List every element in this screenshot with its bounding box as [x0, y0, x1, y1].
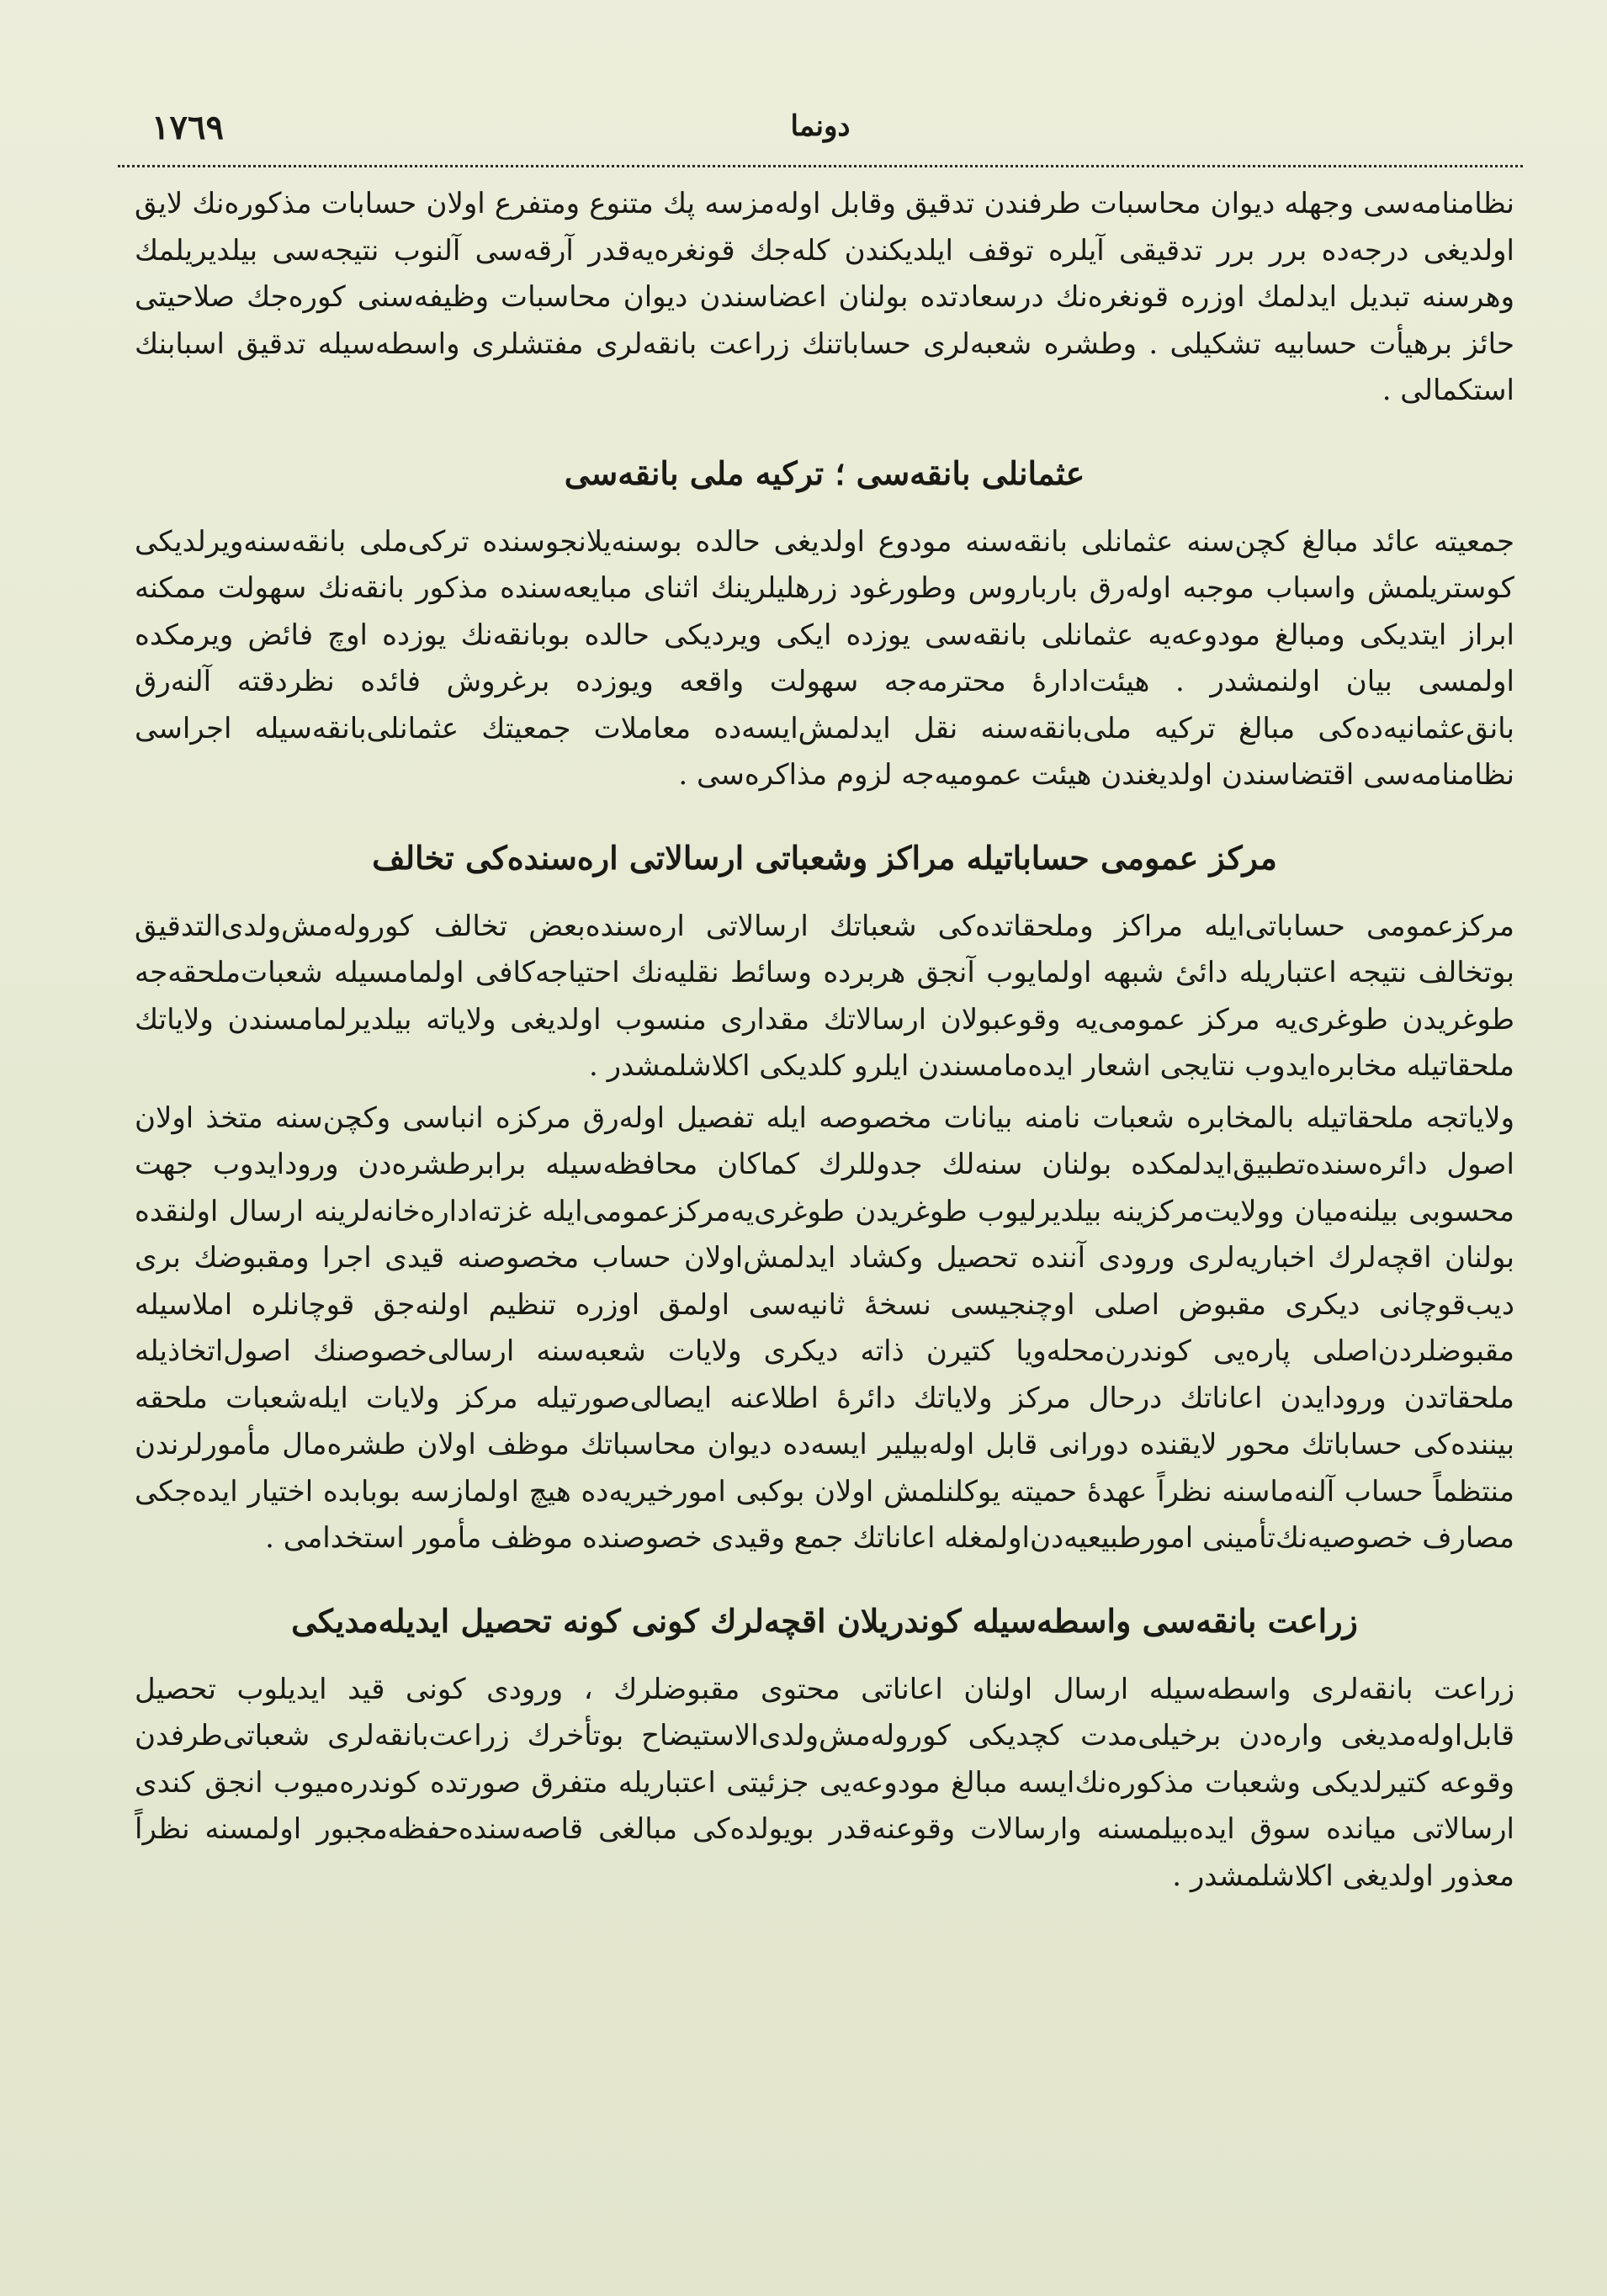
body-paragraph: ولایاتجه ملحقاتیله بالمخابره شعبات نامنه بیانات مخصوصه ایله تفصیل اوله‌رق مرکزه انباسی وکچن‌سنه متخذ اولان اصول دائره‌سنده‌تطبیق‌ایدلمکده بولنان سنه‌لك جدوللرك کماکان محافظه‌سیله برابرطشره‌دن ورودایدوب جهت محسوبی بیلنه‌میان وولایت‌مرکزینه بیلدیرلیوب طوغریدن طوغری‌یه‌مرکزعمومی‌ایله غزته‌اداره‌خانه‌لرینه ارسال اولنقده بولنان اقچه‌لرك اخباریه‌لری ورودی آننده تحصیل وکشاد ایدلمش‌اولان حساب مخصوصنه قیدی اجرا ومقبوضك بری دیب‌قوچانی دیکری مقبوض اصلی اوچنجیسی نسخهٔ ثانیه‌سی اولمق اوزره تنظیم اولنه‌جق قوچانلره املاسیله مقبوضلردن‌اصلی پاره‌یی کوندرن‌محله‌ویا کتیرن ذاته دیکری ولایات شعبه‌سنه ارسالی‌خصوصنك اصول‌اتخاذیله ملحقاتدن ورودایدن اعاناتك درحال مرکز ولایاتك دائرهٔ اطلاعنه ایصالی‌صورتیله مرکز ولایات ایله‌شعبات ملحقه بیننده‌کی حساباتك محور لایقنده دورانی قابل اوله‌بیلیر ایسه‌ده دیوان محاسباتك موظف اولان طشره‌مال مأمورلرندن منتظماً حساب آلنه‌ماسنه نظراً عهدهٔ حمیته یوکلنلمش اولان بوکبی امورخیریه‌ده هیچ اولمازسه بوبابده اختیار ایده‌جکی مصارف خصوصیه‌نك‌تأمینی امورطبیعیه‌دن‌اولمغله اعاناتك جمع وقیدی خصوصنده موظف مأمور استخدامی . [135, 1100, 1514, 1555]
header-divider [118, 165, 1523, 167]
page-header [118, 101, 1523, 168]
body-paragraph: جمعیته عائد مبالغ کچن‌سنه عثمانلی بانقه‌سنه مودوع اولدیغی حالده بوسنه‌یلانجوسنده ترکی‌ملی بانقه‌سنه‌ویرلدیکی کوستریلمش واسباب موجبه اوله‌رق بارباروس وطورغود زرهلیلرینك اثنای مبایعه‌سنده مذکور بانقه‌نك سهولت ممکنه ابراز ایتدیکی ومبالغ مودوعه‌یه عثمانلی بانقه‌سی یوزده ایکی ویردیکی حالده بوبانقه‌نك یوزده اوچ فائض ویرمکده اولمسی بیان اولنمشدر . هیئت‌ادارهٔ محترمه‌جه سهولت واقعه ویوزده برغروش فائده نظردقته آلنه‌رق بانق‌عثمانیه‌ده‌کی مبالغ ترکیه ملی‌بانقه‌سنه نقل ایدلمش‌ایسه‌ده معاملات جمعیتك عثمانلی‌بانقه‌سیله اجراسی نظامنامه‌سی اقتضاسندن اولدیغندن هیئت عمومیه‌جه لزوم مذاکره‌سی . [135, 524, 1514, 792]
section-heading: زراعت بانقه‌سی واسطه‌سیله کوندریلان اقچه‌لرك کونی کونه تحصیل ایدیله‌مدیکی [291, 1601, 1358, 1640]
body-paragraph: زراعت بانقه‌لری واسطه‌سیله ارسال اولنان اعاناتی محتوی مقبوضلرك ، ورودی کونی قید ایدیلوب تحصیل قابل‌اوله‌مدیغی واره‌دن برخیلی‌مدت کچدیکی کوروله‌مش‌ولدی‌الاستیضاح بوتأخرك زراعت‌بانقه‌لری شعباتی‌طرفدن وقوعه کتیرلدیکی وشعبات مذکوره‌نك‌ایسه مبالغ مودوعه‌یی جزئیتی اعتباریله متفرق صورتده کوندره‌میوب انجق کندی ارسالاتی میانده سوق ایده‌بیلمسنه وارسالات وقوعنه‌قدر بویولده‌کی مبالغی قاصه‌سنده‌حفظه‌مجبور اولمسنه نظراً معذور اولدیغی اکلاشلمشدر . [135, 1672, 1514, 1893]
section-heading: عثمانلی بانقه‌سی ؛ ترکیه ملی بانقه‌سی [564, 453, 1085, 492]
document-body [135, 181, 1514, 1900]
page-number: ١٧٦٩ [151, 108, 224, 147]
page-title: دونما [790, 109, 851, 143]
section-heading: مرکز عمومی حساباتیله مراکز وشعباتی ارسالاتی اره‌سنده‌کی تخالف [372, 838, 1277, 877]
body-paragraph: مرکزعمومی حساباتی‌ایله مراکز وملحقاتده‌کی شعباتك ارسالاتی اره‌سنده‌بعض تخالف کوروله‌مش‌ولدی‌التدقیق بوتخالف نتیجه اعتباریله دائیٔ شبهه اولمایوب آنجق هربرده وسائط نقلیه‌نك احتیاجه‌کافی اولمامسیله شعبات‌ملحقه‌جه طوغریدن طوغری‌یه مرکز عمومی‌یه وقوعبولان ارسالاتك مقداری منسوب اولدیغی ولایاته بیلدیرلمامسندن ولایاتك ملحقاتیله مخابره‌ایدوب نتایجی اشعار ایده‌مامسندن ایلرو کلدیکی اکلاشلمشدر . [135, 909, 1515, 1083]
body-paragraph: نظامنامه‌سی وجهله دیوان محاسبات طرفندن تدقیق وقابل اوله‌مزسه پك متنوع ومتفرع اولان حسابات مذکوره‌نك لایق اولدیغی درجه‌ده برر برر تدقیقی آیلره توقف ایلدیکندن کله‌جك قونغره‌یه‌قدر آرقه‌سی آلنوب نتیجه‌سی بیلدیریلمك وهرسنه تبدیل ایدلمك اوزره قونغره‌نك درسعادتده بولنان اعضاسندن دیوان محاسبات وظیفه‌سنی کوره‌جك صلاحیتی حائز برهیأت حسابیه تشکیلی . وطشره شعبه‌لری حساباتنك زراعت بانقه‌لری مفتشلری واسطه‌سیله تدقیق اسبابنك استکمالی . [135, 187, 1514, 407]
